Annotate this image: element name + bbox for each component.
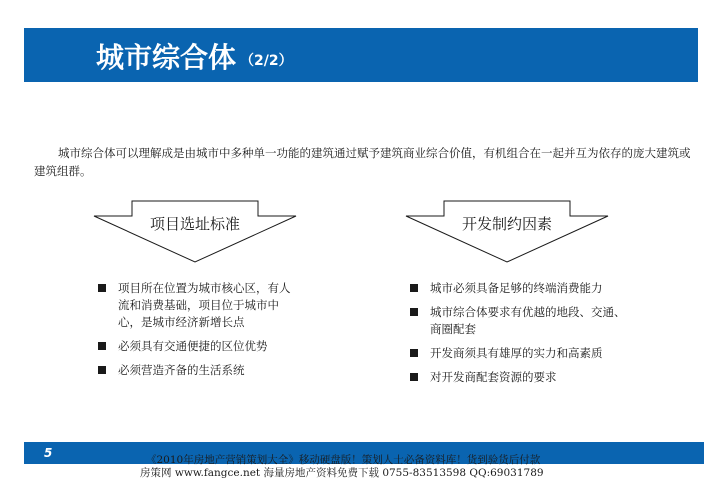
list-item-text: 城市综合体要求有优越的地段、交通、商圈配套	[430, 305, 626, 336]
list-item	[410, 369, 630, 386]
intro-paragraph: 城市综合体可以理解成是由城市中多种单一功能的建筑通过赋予建筑商业综合价值，有机组合在一起并互为依存的庞大建筑或建筑组群。	[34, 146, 691, 178]
list-item	[410, 345, 630, 362]
bullet-square-icon	[410, 308, 418, 316]
page-title	[96, 36, 293, 76]
bullet-square-icon	[410, 284, 418, 292]
list-item	[410, 304, 630, 338]
page-number: 5	[44, 446, 53, 460]
bullet-square-icon	[98, 284, 106, 292]
right-bullet-list	[410, 280, 630, 393]
list-item-text: 必须营造齐备的生活系统	[118, 363, 245, 377]
title-text: 城市综合体	[96, 41, 237, 74]
left-heading-arrow	[92, 200, 298, 264]
left-heading: 项目选址标准	[149, 215, 240, 233]
list-item	[410, 280, 630, 297]
footer-contact-text: 房策网 www.fangce.net 海量房地产资料免费下载 0755-83513598 QQ:69031789	[140, 467, 544, 479]
list-item	[98, 362, 298, 379]
right-heading-arrow	[404, 200, 610, 264]
list-item-text: 必须具有交通便捷的区位优势	[118, 339, 268, 353]
bullet-square-icon	[410, 349, 418, 357]
left-bullet-list	[98, 280, 298, 386]
list-item-text: 开发商须具有雄厚的实力和高素质	[430, 346, 603, 360]
list-item-text: 对开发商配套资源的要求	[430, 370, 557, 384]
title-bar	[24, 28, 698, 82]
list-item-text: 项目所在位置为城市核心区，有人流和消费基础，项目位于城市中心，是城市经济新增长点	[118, 281, 291, 329]
bullet-square-icon	[98, 366, 106, 374]
list-item	[98, 280, 298, 331]
footer-ad-text: 《2010年房地产营销策划大全》移动硬盘版！策划人士必备资料库！货到验货后付款	[146, 454, 541, 466]
bullet-square-icon	[98, 342, 106, 350]
bullet-square-icon	[410, 373, 418, 381]
list-item	[98, 338, 298, 355]
list-item-text: 城市必须具备足够的终端消费能力	[430, 281, 603, 295]
right-heading: 开发制约因素	[461, 215, 552, 233]
page-indicator: （2/2）	[240, 53, 293, 69]
